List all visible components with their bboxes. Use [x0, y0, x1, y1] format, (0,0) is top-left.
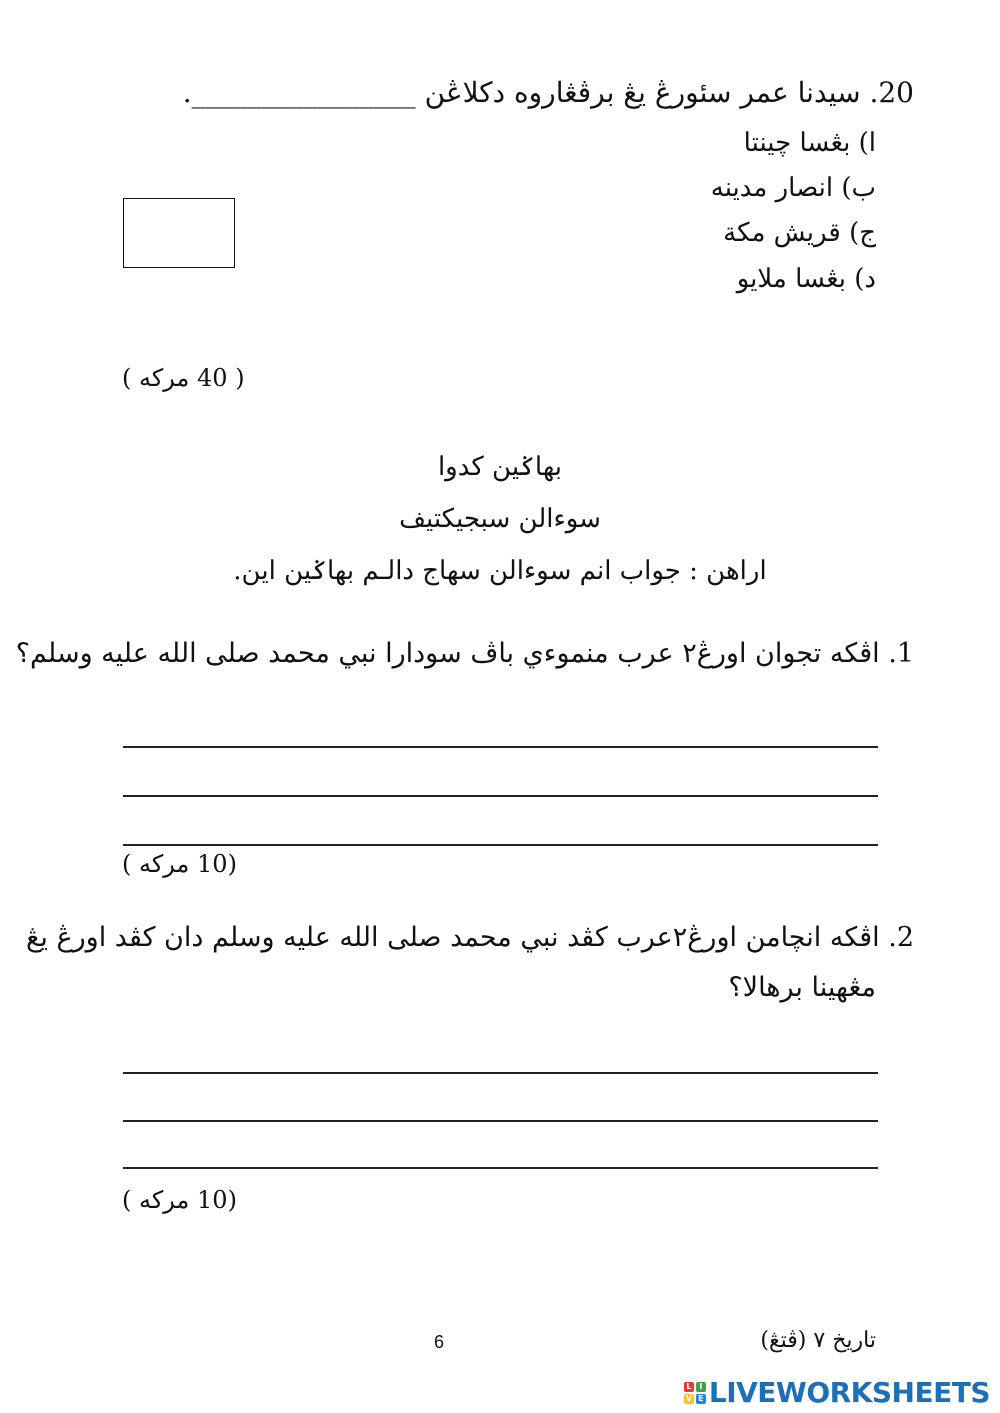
logo-letter: I [696, 1382, 706, 1392]
section-instruction: اراهن : جواب انم سوءالن سهاج دالـم بهاݢين اين. [233, 556, 767, 586]
question-2-marks: (10 مركه ) [122, 1186, 237, 1214]
answer-line[interactable] [123, 1120, 878, 1122]
question-2-line-1: 2. اڤكه انچامن اورڠ٢عرب كڤد نبي محمد صلى الله عليه وسلم دان كڤد اورڠ يڠ [26, 922, 914, 953]
logo-letter: L [684, 1382, 694, 1392]
section-subtitle: سوءالن سبجيكتيف [399, 504, 601, 534]
logo-text: LIVEWORKSHEETS [708, 1376, 990, 1409]
answer-line[interactable] [123, 795, 878, 797]
logo-letter: V [685, 1393, 692, 1403]
logo-letter: E [696, 1394, 706, 1404]
answer-line[interactable] [123, 844, 878, 846]
option-c: ج) قريش مكة [723, 218, 876, 248]
question-1: 1. اڤكه تجوان اورڠ٢ عرب منموءي باڤ سودارا نبي محمد صلى الله عليه وسلم؟ [15, 638, 914, 669]
answer-line[interactable] [123, 1072, 878, 1074]
question-2-line-2: مڠهينا برهالا؟ [728, 972, 876, 1003]
footer-subject: تاريخ ٧ (ڤتڠ) [760, 1328, 876, 1353]
option-b: ب) انصار مدينه [710, 173, 876, 203]
section-title: بهاݢين كدوا [437, 452, 563, 482]
answer-line[interactable] [123, 746, 878, 748]
logo-icon [684, 1382, 706, 1404]
answer-line[interactable] [123, 1167, 878, 1169]
option-d: د) بڠسا ملايو [736, 264, 876, 294]
option-a: ا) بڠسا چينتا [743, 128, 876, 158]
question-1-marks: (10 مركه ) [122, 850, 237, 878]
liveworksheets-logo [684, 1376, 990, 1409]
answer-box[interactable] [123, 198, 235, 268]
section-a-marks: ( 40 مركه ) [122, 364, 245, 392]
page-number: 6 [434, 1332, 445, 1352]
question-20: 20. سيدنا عمر سئورڠ يڠ برڤڠاروه دكلاڠن ________________. [182, 76, 914, 109]
